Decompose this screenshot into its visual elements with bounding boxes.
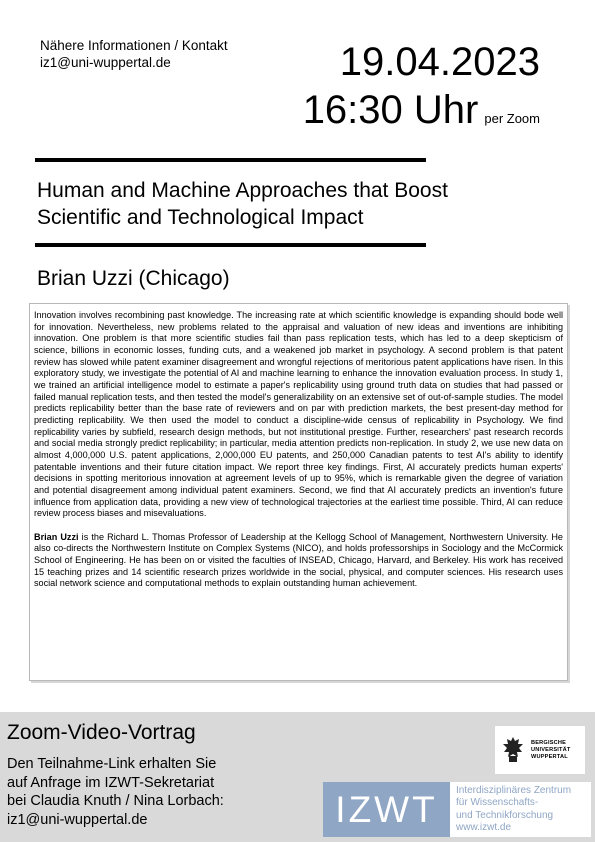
talk-title-line-2: Scientific and Technological Impact [37, 206, 364, 229]
bio-text: is the Richard L. Thomas Professor of Leadership at the Kellogg School of Management, Northwestern University. He also co-directs the Northwestern Institute on Complex Systems (NICO), and holds professorships in Sociology and the McCormick School of Engineering. He has been on or visited the faculties of INSEAD, Chicago, Harvard, and Berkeley. His work has received 15 teaching prizes and 14 scientific research prizes worldwide in the social, physical, and computer sciences. His research uses social network science and computational methods to explain outstanding human achievement. [34, 531, 563, 589]
izwt-logo [323, 782, 591, 837]
izwt-mark: IZWT [323, 782, 450, 837]
talk-title [37, 177, 537, 231]
footer-line-3: bei Claudia Knuth / Nina Lorbach: [7, 793, 224, 809]
izwt-website[interactable]: www.izwt.de [456, 821, 512, 833]
footer-line-2: auf Anfrage im IZWT-Sekretariat [7, 774, 215, 791]
bottom-divider [35, 243, 426, 247]
university-logo [495, 726, 585, 774]
university-name [531, 740, 571, 761]
event-time: 16:30 Uhr [302, 88, 479, 132]
footer-line-1: Den Teilnahme-Link erhalten Sie [7, 756, 217, 772]
contact-block [40, 37, 228, 71]
speaker-bio [34, 532, 563, 590]
bio-name: Brian Uzzi [34, 531, 79, 542]
contact-heading: Nähere Informationen / Kontakt [40, 38, 228, 53]
izwt-line-3: und Technikforschung [456, 809, 554, 821]
university-name-line-2: UNIVERSITÄT [531, 746, 571, 753]
footer-info [7, 755, 307, 829]
abstract-box [29, 303, 568, 681]
contact-email[interactable]: iz1@uni-wuppertal.de [40, 55, 171, 70]
talk-title-line-1: Human and Machine Approaches that Boost [37, 179, 448, 202]
abstract-text: Innovation involves recombining past knowledge. The increasing rate at which scientific knowledge is expanding should bode well for innovation. Nevertheless, new problems related to the appraisal and valuation of new ideas and inventions are inhibiting innovation. One problem is that more scientific studies fail than pass replication tests, which has led to a deep skepticism of science, billions in economic losses, funding cuts, and a weakened job market in psychology. A second problem is that patent review has slowed while patent examiner disagreement and wrongful rejections of meritorious patent applications have risen. In this exploratory study, we investigate the potential of AI and machine learning to enhance the innovation evaluation process. In study 1, we trained an artificial intelligence model to estimate a paper's replicability using ground truth data on studies that had passed or failed manual replication tests, and then tested the model's generalizability on an extensive set of out-of-sample studies. The model predicts replicability better than the base rate of reviewers and on par with prediction markets, the best present-day method for predicting replicability. We then used the model to conduct a discipline-wide census of replicability in Psychology. We find replicability varies by subfield, research design methods, but not institutional prestige. Further, researchers' past research records and social media strongly predict replicability; in particular, media attention predicts non-replication. In study 2, we use new data on almost 4,000,000 U.S. patent applications, 2,000,000 EU patents, and 250,000 Canadian patents to test AI's ability to identify patentable inventions and their future citation impact. We report three key findings. First, AI accurately predicts human experts' decisions in spotting meritorious innovation at agreement levels of up to 95%, which is remarkable given the degree of variation and potential disagreement among individual patent examiners. Second, we find that AI accurately predicts an invention's future influence from application data, providing a new view of technological trajectories at the earliest time possible. Third, AI can reduce review process biases and misevaluations. [34, 310, 563, 519]
university-name-line-1: BERGISCHE [531, 739, 567, 746]
izwt-line-1: Interdisziplinäres Zentrum [456, 785, 572, 796]
footer-email[interactable]: iz1@uni-wuppertal.de [7, 811, 148, 828]
event-time-row [303, 88, 540, 141]
izwt-line-2: für Wissenschafts- [456, 797, 539, 809]
top-divider [35, 158, 426, 162]
footer-panel [0, 712, 595, 842]
izwt-description [456, 785, 571, 834]
footer-heading: Zoom-Video-Vortrag [7, 721, 196, 744]
speaker-name: Brian Uzzi (Chicago) [37, 267, 230, 290]
event-mode: per Zoom [484, 111, 540, 126]
event-date: 19.04.2023 [339, 40, 540, 84]
university-name-line-3: WUPPERTAL [531, 753, 568, 760]
crest-icon [501, 736, 525, 764]
